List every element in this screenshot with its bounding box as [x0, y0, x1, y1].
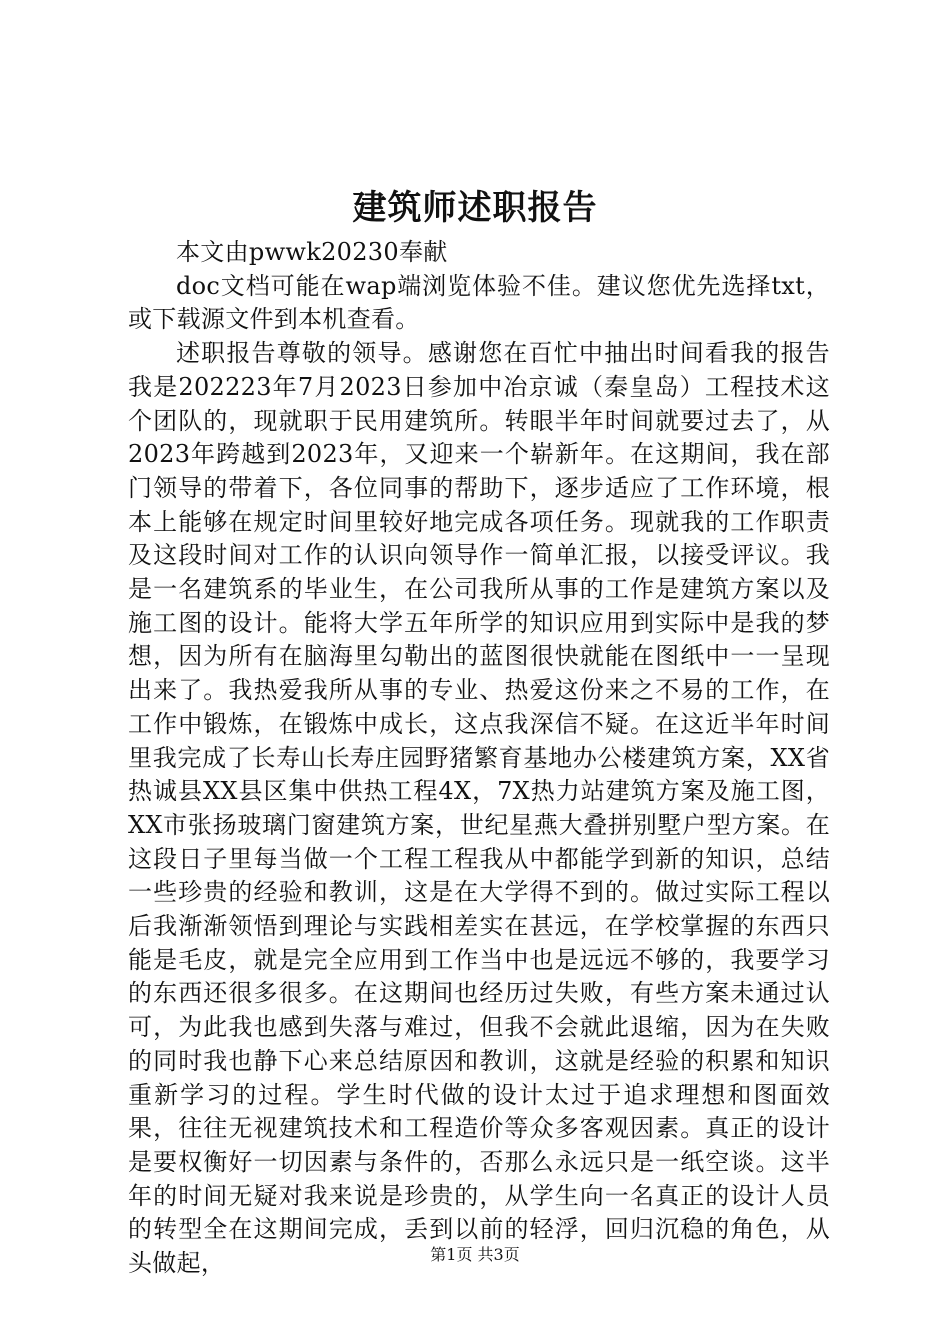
document-body	[128, 236, 830, 1281]
body-paragraph: 述职报告尊敬的领导。感谢您在百忙中抽出时间看我的报告我是202223年7月2023日参加中冶京诚（秦皇岛）工程技术这个团队的，现就职于民用建筑所。转眼半年时间就要过去了，从2023年跨越到2023年，又迎来一个崭新年。在这期间，我在部门领导的带着下，各位同事的帮助下，逐步适应了工作环境，根本上能够在规定时间里较好地完成各项任务。现就我的工作职责及这段时间对工作的认识向领导作一简单汇报，以接受评议。我是一名建筑系的毕业生，在公司我所从事的工作是建筑方案以及施工图的设计。能将大学五年所学的知识应用到实际中是我的梦想，因为所有在脑海里勾勒出的蓝图很快就能在图纸中一一呈现出来了。我热爱我所从事的专业、热爱这份来之不易的工作，在工作中锻炼，在锻炼中成长，这点我深信不疑。在这近半年时间里我完成了长寿山长寿庄园野猪繁育基地办公楼建筑方案，XX省热诚县XX县区集中供热工程4X，7X热力站建筑方案及施工图，XX市张扬玻璃门窗建筑方案，世纪星燕大叠拼别墅户型方案。在这段日子里每当做一个工程工程我从中都能学到新的知识，总结一些珍贵的经验和教训，这是在大学得不到的。做过实际工程以后我渐渐领悟到理论与实践相差实在甚远，在学校掌握的东西只能是毛皮，就是完全应用到工作当中也是远远不够的，我要学习的东西还很多很多。在这期间也经历过失败，有些方案未通过认可，为此我也感到失落与难过，但我不会就此退缩，因为在失败的同时我也静下心来总结原因和教训，这就是经验的积累和知识重新学习的过程。学生时代做的设计太过于追求理想和图面效果，往往无视建筑技术和工程造价等众多客观因素。真正的设计是要权衡好一切因素与条件的，否那么永远只是一纸空谈。这半年的时间无疑对我来说是珍贵的，从学生向一名真正的设计人员的转型全在这期间完成，丢到以前的轻浮，回归沉稳的角色，从头做起，	[128, 339, 830, 1278]
document-title: 建筑师述职报告	[352, 188, 598, 228]
source-line: 本文由pwwk20230奉献	[176, 238, 448, 266]
page-number: 第1页 共3页	[430, 1245, 520, 1264]
notice-paragraph: doc文档可能在wap端浏览体验不佳。建议您优先选择txt，或下载源文件到本机查看。	[128, 271, 830, 334]
